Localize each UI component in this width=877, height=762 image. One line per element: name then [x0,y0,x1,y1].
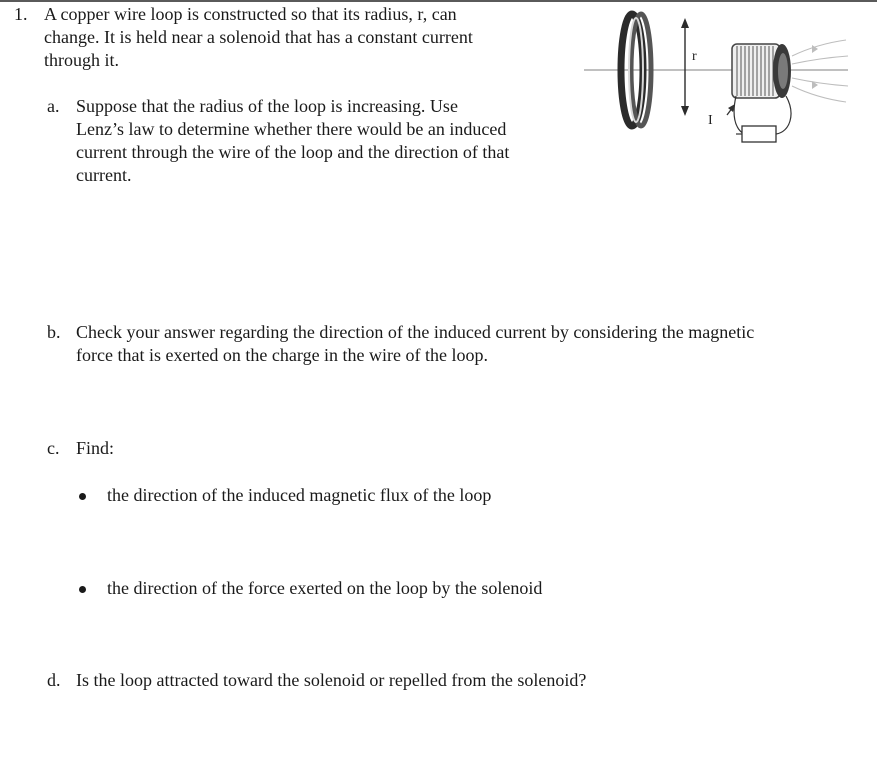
radius-arrow-icon [681,18,689,116]
part-a-line-1: Suppose that the radius of the loop is increasing. Use [76,96,458,116]
radius-label: r [692,49,697,64]
part-a-label: a. [47,96,60,116]
top-rule [0,0,877,2]
part-d-text: Is the loop attracted toward the solenoid or repelled from the solenoid? [76,670,587,690]
solenoid-icon [732,44,791,98]
current-label: I [708,113,713,128]
battery-circuit-icon [727,96,791,142]
part-c-bullet-2: the direction of the force exerted on the loop by the solenoid [107,578,543,598]
bullet-dot-2 [79,586,86,593]
intro-line-2: change. It is held near a solenoid that has a constant current [44,27,473,47]
part-c-bullet-1: the direction of the induced magnetic flux of the loop [107,485,492,505]
part-b-label: b. [47,322,61,342]
part-d-label: d. [47,670,61,690]
part-b-line-2: force that is exerted on the charge in the wire of the loop. [76,345,489,365]
part-a-line-3: current through the wire of the loop and the direction of that [76,142,510,162]
part-b-line-1: Check your answer regarding the direction of the induced current by considering the magnetic [76,322,755,342]
problem-number: 1. [14,4,28,24]
part-a-line-4: current. [76,165,132,185]
loop-solenoid-figure [582,4,852,152]
intro-line-3: through it. [44,50,119,70]
field-lines-icon [792,40,848,102]
intro-line-1: A copper wire loop is constructed so that its radius, r, can [44,4,457,24]
part-a-line-2: Lenz’s law to determine whether there would be an induced [76,119,507,139]
part-c-text: Find: [76,438,115,458]
bullet-dot-1 [79,493,86,500]
part-c-label: c. [47,438,60,458]
